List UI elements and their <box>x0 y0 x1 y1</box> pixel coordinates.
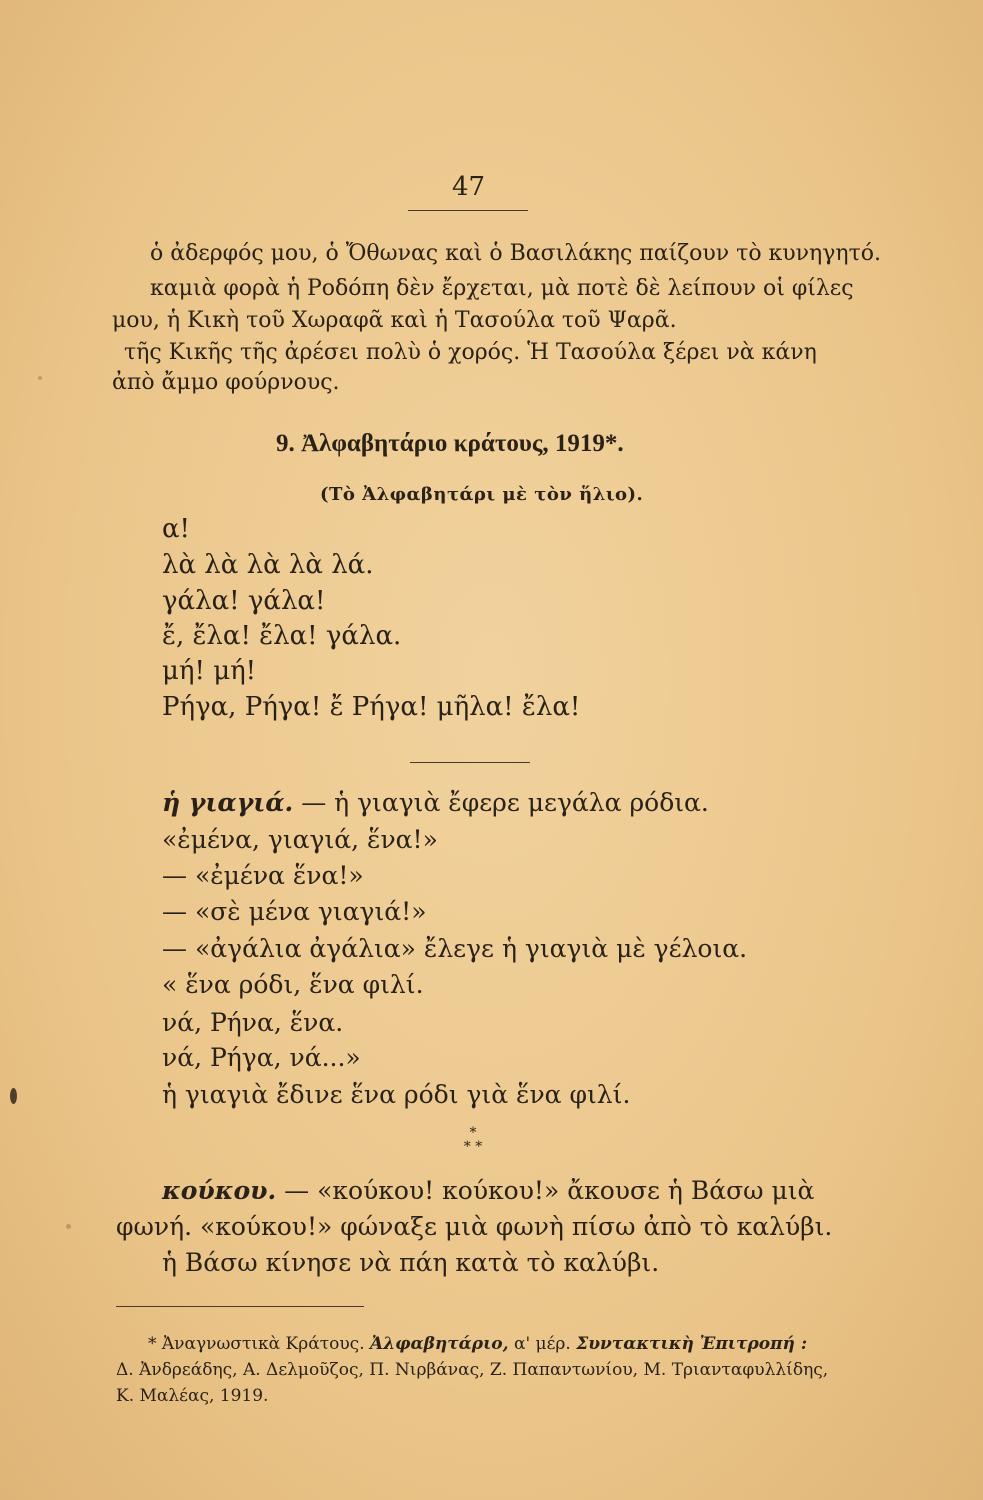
story-line: — «σὲ μένα γιαγιά!» <box>162 897 427 926</box>
footnote-mark: * <box>148 1334 162 1354</box>
poem-line: ἔ, ἔλα! ἔλα! γάλα. <box>162 621 402 651</box>
story-line: ἡ γιαγιὰ ἔδινε ἕνα ρόδι γιὰ ἕνα φιλί. <box>162 1080 631 1109</box>
grandma-first-line <box>162 788 709 817</box>
koukou-first-rest: — «κούκου! κούκου!» ἄκουσε ἡ Βάσω μιὰ <box>276 1176 815 1205</box>
grandma-lead: ἡ γιαγιά. <box>162 788 294 817</box>
intro-line: τῆς Κικῆς τῆς ἀρέσει πολὺ ὁ χορός. Ἡ Τασούλα ξέρει νὰ κάνη <box>124 340 817 365</box>
poem-line: Ρήγα, Ρήγα! ἔ Ρήγα! μῆλα! ἔλα! <box>162 692 581 722</box>
poem-line: λὰ λὰ λὰ λὰ λά. <box>162 550 374 580</box>
asterism-top: * <box>469 1125 477 1141</box>
story-line: φωνή. «κούκου!» φώναξε μιὰ φωνὴ πίσω ἀπὸ τὸ καλύβι. <box>116 1212 833 1241</box>
footnote-part: α' μέρ. <box>508 1334 577 1354</box>
asterism <box>455 1126 491 1154</box>
story-line: — «ἀγάλια ἀγάλια» ἔλεγε ἡ γιαγιὰ μὲ γέλοια. <box>162 934 748 963</box>
story-line: νά, Ρήνα, ἕνα. <box>162 1008 344 1037</box>
section-heading <box>276 430 624 458</box>
story-line: « ἕνα ρόδι, ἕνα φιλί. <box>162 970 424 999</box>
paper-stain <box>66 1224 71 1229</box>
section-divider <box>410 762 530 763</box>
paper-stain <box>10 1088 17 1104</box>
footnote-source: Ἀναγνωστικὰ Κράτους. <box>161 1334 371 1354</box>
footnote-mark: *. <box>604 430 624 457</box>
footnote-rule <box>116 1306 364 1307</box>
asterism-bottom: * * <box>463 1139 483 1155</box>
intro-line: μου, ἡ Κικὴ τοῦ Χωραφᾶ καὶ ἡ Τασούλα τοῦ Ψαρᾶ. <box>112 308 677 333</box>
intro-line: ἀπὸ ἄμμο φούρνους. <box>112 370 340 395</box>
footnote-title: Ἀλφαβητάριο, <box>370 1334 509 1354</box>
poem-line: α! <box>162 514 191 544</box>
footnote-line: Κ. Μαλέας, 1919. <box>116 1386 269 1406</box>
story-line: νά, Ρήγα, νά...» <box>162 1043 361 1072</box>
section-subheading: (Τὸ Ἀλφαβητάρι μὲ τὸν ἥλιο). <box>320 484 644 505</box>
intro-line: καμιὰ φορὰ ἡ Ροδόπη δὲν ἔρχεται, μὰ ποτὲ δὲ λείπουν οἱ φίλες <box>150 276 854 301</box>
koukou-first-line <box>162 1176 814 1205</box>
page-number: 47 <box>452 172 486 202</box>
grandma-first-rest: — ἡ γιαγιὰ ἔφερε μεγάλα ρόδια. <box>293 788 709 817</box>
koukou-lead: κούκου. <box>162 1176 277 1205</box>
story-line: ἡ Βάσω κίνησε νὰ πάη κατὰ τὸ καλύβι. <box>162 1248 660 1277</box>
story-line: «ἐμένα, γιαγιά, ἕνα!» <box>162 825 438 854</box>
footnote-committee: Συντακτικὴ Ἐπιτροπή : <box>576 1334 808 1354</box>
paper-stain <box>38 376 42 380</box>
footnote-line: Δ. Ἀνδρεάδης, Α. Δελμοῦζος, Π. Νιρβάνας, Ζ. Παπαντωνίου, Μ. Τριανταφυλλίδης, <box>116 1360 829 1380</box>
story-line: — «ἐμένα ἕνα!» <box>162 861 364 890</box>
intro-line: ὁ ἀδερφός μου, ὁ Ὄθωνας καὶ ὁ Βασιλάκης παίζουν τὸ κυνηγητό. <box>150 241 881 266</box>
poem-line: γάλα! γάλα! <box>162 586 326 616</box>
poem-line: μή! μή! <box>162 656 257 686</box>
section-heading-text: 9. Ἀλφαβητάριο κράτους, 1919 <box>276 430 605 457</box>
header-rule <box>408 210 528 211</box>
footnote-line <box>148 1334 807 1354</box>
